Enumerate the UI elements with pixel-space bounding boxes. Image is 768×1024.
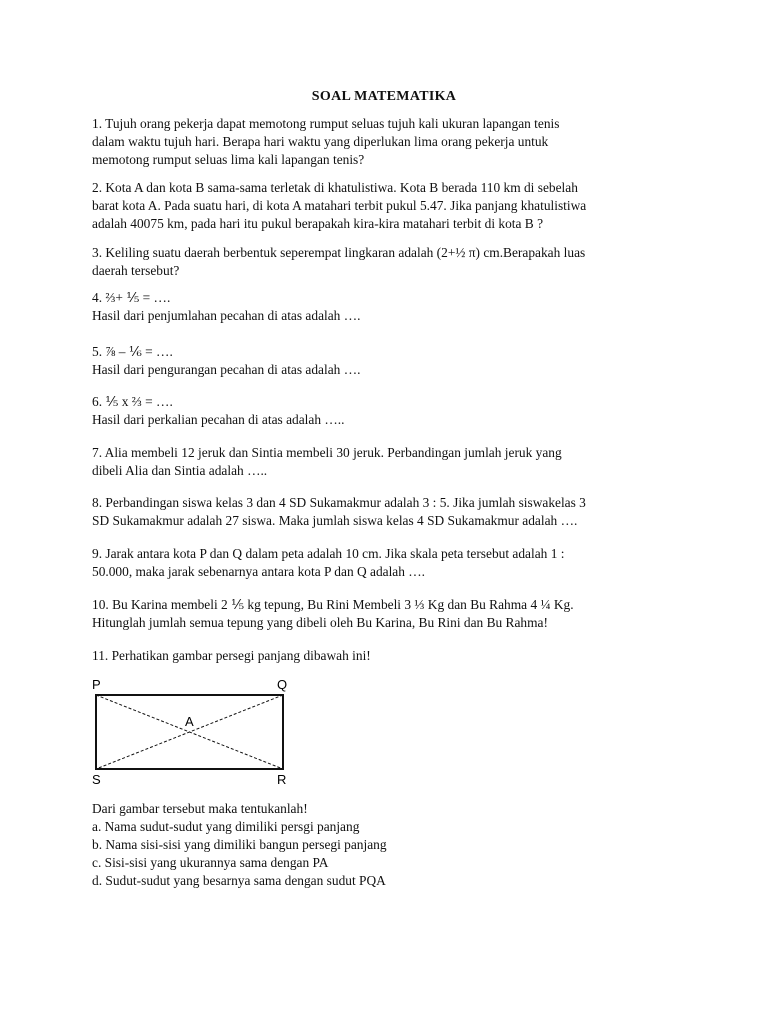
label-q: Q: [277, 677, 288, 692]
question-10-line: 10. Bu Karina membeli 2 ⅕ kg tepung, Bu Rini Membeli 3 ⅓ Kg dan Bu Rahma 4 ¼ Kg.: [92, 597, 574, 612]
label-p: P: [92, 677, 101, 692]
question-10: [92, 596, 692, 632]
question-3-line: daerah tersebut?: [92, 263, 180, 278]
task-d: d. Sudut-sudut yang besarnya sama dengan sudut PQA: [92, 873, 386, 888]
question-2-line: barat kota A. Pada suatu hari, di kota A matahari terbit pukul 5.47. Jika panjang khatulistiwa: [92, 198, 587, 213]
question-1-line: dalam waktu tujuh hari. Berapa hari waktu yang diperlukan lima orang pekerja untuk: [92, 134, 549, 149]
question-4-text: Hasil dari penjumlahan pecahan di atas adalah ….: [92, 308, 361, 323]
question-11-tasks: [92, 800, 692, 890]
question-10-line: Hitunglah jumlah semua tepung yang dibeli oleh Bu Karina, Bu Rini dan Bu Rahma!: [92, 615, 548, 630]
question-8-line: SD Sukamakmur adalah 27 siswa. Maka jumlah siswa kelas 4 SD Sukamakmur adalah ….: [92, 513, 578, 528]
question-9: [92, 545, 692, 581]
question-9-line: 50.000, maka jarak sebenarnya antara kota P dan Q adalah ….: [92, 564, 426, 579]
question-5-expression: 5. ⅞ – ⅙ = ….: [92, 344, 173, 359]
question-7: [92, 444, 692, 480]
label-s: S: [92, 772, 101, 787]
question-11-line: 11. Perhatikan gambar persegi panjang dibawah ini!: [92, 648, 371, 663]
question-2: [92, 179, 692, 233]
label-a: A: [185, 714, 194, 729]
question-9-line: 9. Jarak antara kota P dan Q dalam peta adalah 10 cm. Jika skala peta tersebut adalah 1 :: [92, 546, 565, 561]
label-r: R: [277, 772, 287, 787]
question-8: [92, 494, 692, 530]
question-6-text: Hasil dari perkalian pecahan di atas adalah …..: [92, 412, 345, 427]
question-2-line: 2. Kota A dan kota B sama-sama terletak di khatulistiwa. Kota B berada 110 km di sebelah: [92, 180, 578, 195]
document-title: SOAL MATEMATIKA: [311, 89, 457, 104]
question-11: [92, 647, 692, 665]
task-b: b. Nama sisi-sisi yang dimiliki bangun persegi panjang: [92, 837, 387, 852]
question-1-line: 1. Tujuh orang pekerja dapat memotong rumput seluas tujuh kali ukuran lapangan tenis: [92, 116, 560, 131]
rectangle-diagram: [86, 674, 296, 790]
question-3: [92, 244, 692, 280]
question-6-expression: 6. ⅕ x ⅔ = ….: [92, 394, 173, 409]
question-5: [92, 343, 692, 379]
question-2-line: adalah 40075 km, pada hari itu pukul berapakah kira-kira matahari terbit di kota B ?: [92, 216, 544, 231]
question-6: [92, 393, 692, 429]
question-1-line: memotong rumput seluas lima kali lapangan tenis?: [92, 152, 365, 167]
question-4: [92, 289, 692, 325]
question-8-line: 8. Perbandingan siswa kelas 3 dan 4 SD Sukamakmur adalah 3 : 5. Jika jumlah siswakelas 3: [92, 495, 586, 510]
tasks-intro: Dari gambar tersebut maka tentukanlah!: [92, 801, 308, 816]
question-3-line: 3. Keliling suatu daerah berbentuk seperempat lingkaran adalah (2+½ π) cm.Berapakah luas: [92, 245, 586, 260]
question-7-line: 7. Alia membeli 12 jeruk dan Sintia membeli 30 jeruk. Perbandingan jumlah jeruk yang: [92, 445, 562, 460]
task-c: c. Sisi-sisi yang ukurannya sama dengan PA: [92, 855, 329, 870]
question-5-text: Hasil dari pengurangan pecahan di atas adalah ….: [92, 362, 361, 377]
task-a: a. Nama sudut-sudut yang dimiliki persgi panjang: [92, 819, 360, 834]
question-4-expression: 4. ⅔+ ⅕ = ….: [92, 290, 171, 305]
question-1: [92, 115, 692, 169]
question-7-line: dibeli Alia dan Sintia adalah …..: [92, 463, 268, 478]
